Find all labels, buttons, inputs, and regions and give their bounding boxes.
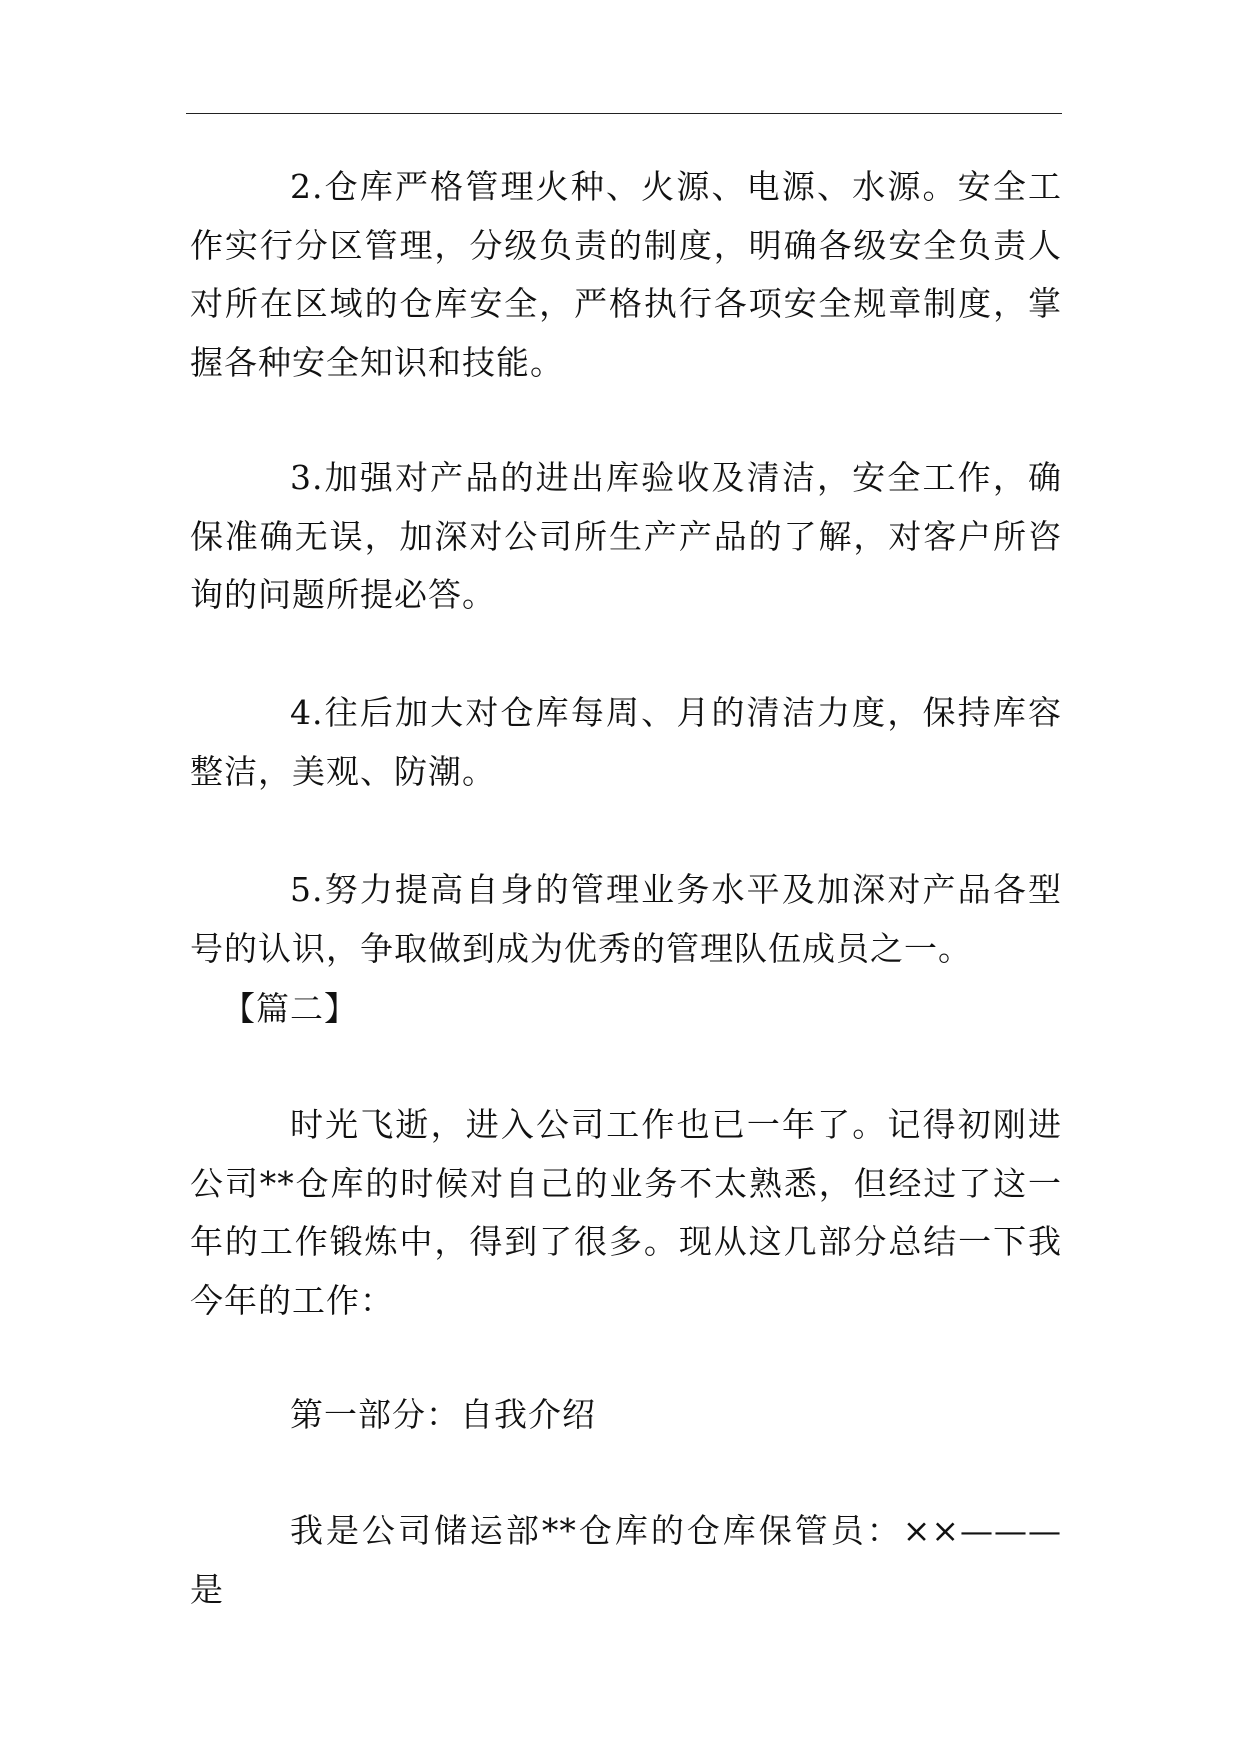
paragraph-fire-safety: 2.仓库严格管理火种、火源、电源、水源。安全工作实行分区管理，分级负责的制度，明确各级安全负责人对所在区域的仓库安全，严格执行各项安全规章制度，掌握各种安全知识和技能。 xyxy=(190,167,1062,382)
paragraph-inbound-outbound: 3.加强对产品的进出库验收及清洁，安全工作，确保准确无误，加深对公司所生产产品的了解，对客户所咨询的问题所提必答。 xyxy=(190,458,1062,614)
header-rule xyxy=(186,113,1062,114)
subheading-self-intro: 第一部分：自我介绍 xyxy=(290,1395,596,1434)
paragraph-self-intro: 我是公司储运部**仓库的仓库保管员：××———是 xyxy=(190,1511,1062,1609)
paragraph-management-skills: 5.努力提高自身的管理业务水平及加深对产品各型号的认识，争取做到成为优秀的管理队伍成员之一。 xyxy=(190,870,1062,968)
section-heading: 【篇二】 xyxy=(222,989,358,1028)
paragraph-year-review: 时光飞逝，进入公司工作也已一年了。记得初刚进公司**仓库的时候对自己的业务不太熟悉，但经过了这一年的工作锻炼中，得到了很多。现从这几部分总结一下我今年的工作： xyxy=(190,1105,1062,1320)
paragraph-cleaning: 4.往后加大对仓库每周、月的清洁力度，保持库容整洁，美观、防潮。 xyxy=(190,693,1062,791)
